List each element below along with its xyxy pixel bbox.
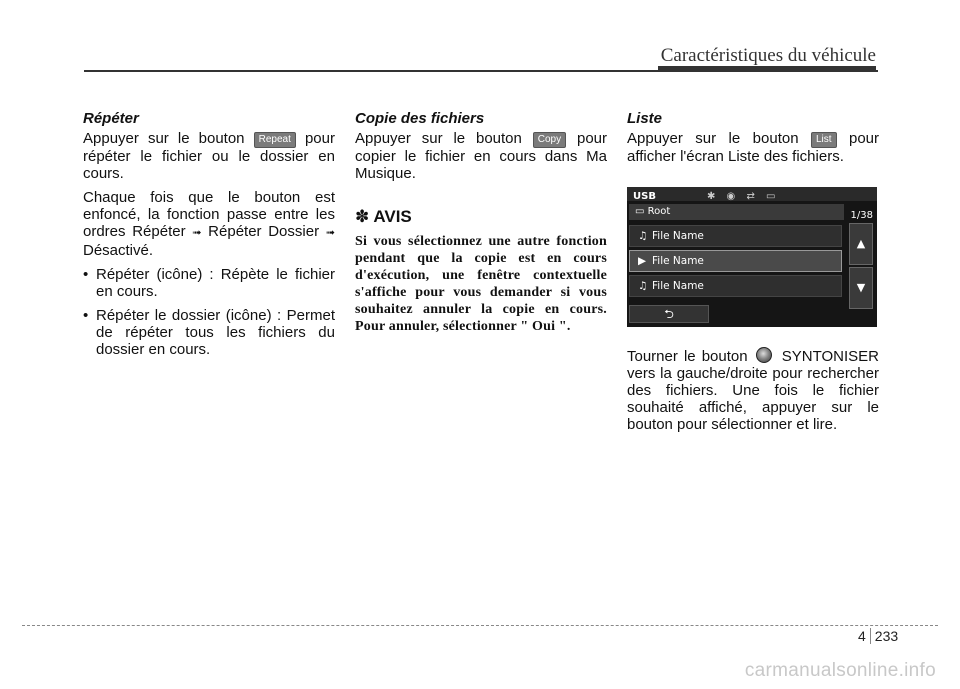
file-list-screen bbox=[627, 187, 877, 327]
list-item: • Répéter (icône) : Répète le fichier en cours. bbox=[83, 266, 335, 300]
text: Appuyer sur le bouton bbox=[355, 130, 522, 147]
scroll-up-button[interactable]: ▲ bbox=[849, 223, 873, 265]
column-list bbox=[627, 110, 879, 440]
screen-source-label: USB bbox=[633, 191, 656, 202]
text: pour copier le fichier en cours dans Ma Musique. bbox=[355, 130, 608, 182]
screen-file-row[interactable] bbox=[629, 275, 842, 297]
screen-file-row[interactable] bbox=[629, 225, 842, 247]
page-header-title: Caractéristiques du véhicule bbox=[660, 45, 876, 66]
text: SYNTONISER vers la gauche/droite pour rechercher des fichiers. Une fois le fichier souhaité affiché, appuyer sur le bouton pour sélectionner et lire. bbox=[627, 348, 880, 433]
chapter-number: 4 bbox=[858, 628, 866, 644]
file-name: File Name bbox=[652, 230, 704, 242]
repeat-paragraph-2 bbox=[83, 189, 335, 259]
copy-paragraph-1 bbox=[355, 130, 607, 182]
scroll-down-button[interactable]: ▼ bbox=[849, 267, 873, 309]
page-number-separator bbox=[870, 628, 871, 644]
music-note-icon: ♫ bbox=[638, 230, 648, 242]
text: Désactivé. bbox=[83, 242, 154, 259]
arrow-right-icon: ➟ bbox=[192, 227, 202, 239]
notice-title: ✽ AVIS bbox=[355, 207, 412, 226]
repeat-bullet-list bbox=[83, 266, 335, 358]
text: Appuyer sur le bouton bbox=[627, 130, 799, 147]
page-number-value: 233 bbox=[874, 628, 899, 644]
header-rule-accent bbox=[658, 66, 876, 72]
column-repeat bbox=[83, 110, 335, 365]
section-title-list: Liste bbox=[627, 110, 663, 127]
screen-file-row-selected[interactable] bbox=[629, 250, 842, 272]
text: pour afficher l'écran Liste des fichiers. bbox=[627, 130, 880, 165]
folder-name: Root bbox=[647, 206, 671, 217]
copy-button-icon: Copy bbox=[533, 132, 566, 148]
list-paragraph-2 bbox=[627, 347, 879, 433]
repeat-button-icon: Repeat bbox=[254, 132, 296, 148]
tune-knob-icon bbox=[756, 347, 772, 363]
footer-rule bbox=[22, 625, 938, 626]
list-item: • Répéter le dossier (icône) : Permet de répéter tous les fichiers du dossier en cours. bbox=[83, 307, 335, 358]
text: Chaque fois que le bouton est enfoncé, la fonction passe entre les ordres Répéter bbox=[83, 189, 335, 240]
text: Appuyer sur le bouton bbox=[83, 130, 245, 147]
screen-folder-path bbox=[629, 204, 844, 220]
column-copy bbox=[355, 110, 607, 335]
section-title-repeat: Répéter bbox=[83, 110, 139, 127]
section-title-copy: Copie des fichiers bbox=[355, 110, 485, 127]
text: pour répéter le fichier ou le dossier en cours. bbox=[83, 130, 335, 182]
back-button[interactable]: ⮌ bbox=[629, 305, 709, 323]
watermark: carmanualsonline.info bbox=[744, 660, 936, 681]
file-name: File Name bbox=[652, 280, 704, 292]
notice-body: Si vous sélectionnez une autre fonction pendant que la copie est en cours d'exécution, une fenêtre contextuelle s'affiche pour vous demander si vous souhaitez annuler la copie en cours. Pour annuler, sélectionner " Oui ". bbox=[355, 234, 607, 334]
music-note-icon: ♫ bbox=[638, 280, 648, 292]
list-paragraph-1 bbox=[627, 130, 879, 165]
file-name: File Name bbox=[652, 255, 704, 267]
list-button-icon: List bbox=[811, 132, 837, 148]
repeat-paragraph-1 bbox=[83, 130, 335, 182]
play-icon: ▶ bbox=[638, 255, 647, 267]
arrow-right-icon: ➟ bbox=[325, 227, 335, 239]
screen-status-icons: ✱ ◉ ⇄ ▭ bbox=[707, 191, 780, 202]
folder-icon: ▭ bbox=[635, 206, 648, 217]
text: Tourner le bouton bbox=[627, 348, 748, 365]
text: Répéter Dossier bbox=[208, 223, 320, 240]
page-number bbox=[858, 628, 898, 644]
screen-file-count: 1/38 bbox=[850, 210, 873, 221]
